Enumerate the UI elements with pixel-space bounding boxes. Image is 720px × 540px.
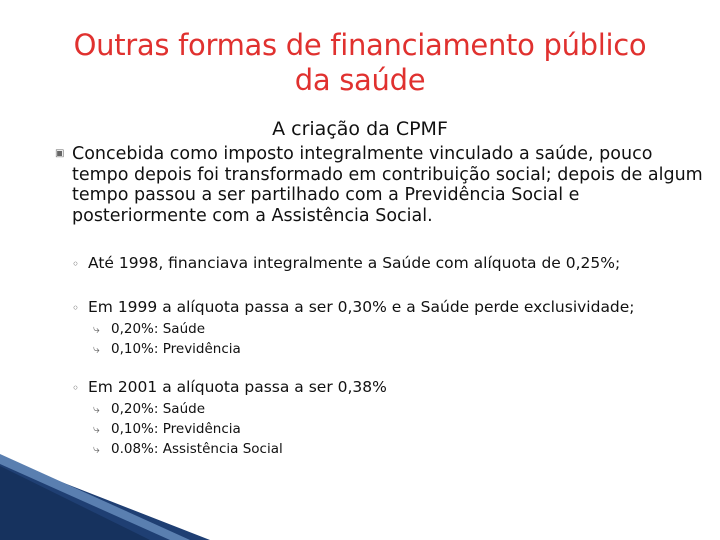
curved-arrow-icon: ⤷ <box>93 442 100 456</box>
sub-bullet <box>72 377 712 398</box>
nested-bullet-text: 0,20%: Saúde <box>111 401 205 417</box>
nested-bullet <box>93 319 205 339</box>
nested-bullet-text: 0.08%: Assistência Social <box>111 441 283 457</box>
swoosh-inner-band <box>0 466 150 540</box>
curved-arrow-icon: ⤷ <box>93 342 100 356</box>
curved-arrow-icon: ⤷ <box>93 422 100 436</box>
slide-title-line-1: Outras formas de financiamento público <box>73 28 647 62</box>
curved-arrow-icon: ⤷ <box>93 322 100 336</box>
ring-bullet-icon: ◦ <box>72 301 80 315</box>
nested-bullet <box>93 419 241 439</box>
slide-subtitle: A criação da CPMF <box>272 118 448 140</box>
nested-bullet-text: 0,10%: Previdência <box>111 421 241 437</box>
sub-bullet-text: Até 1998, financiava integralmente a Saúde com alíquota de 0,25%; <box>88 254 621 272</box>
ring-bullet-icon: ◦ <box>72 381 80 395</box>
square-bullet-icon: ▣ <box>55 148 65 159</box>
sub-bullet <box>72 297 712 318</box>
slide-title-line-2: da saúde <box>294 63 426 97</box>
decorative-swoosh <box>0 440 720 540</box>
sub-bullet-text: Em 1999 a alíquota passa a ser 0,30% e a Saúde perde exclusividade; <box>88 298 635 316</box>
nested-bullet <box>93 399 205 419</box>
sub-bullet-text: Em 2001 a alíquota passa a ser 0,38% <box>88 378 387 396</box>
nested-bullet-text: 0,10%: Previdência <box>111 341 241 357</box>
sub-bullet <box>72 253 712 274</box>
nested-bullet-text: 0,20%: Saúde <box>111 321 205 337</box>
slide-title <box>0 28 720 98</box>
ring-bullet-icon: ◦ <box>72 257 80 271</box>
curved-arrow-icon: ⤷ <box>93 402 100 416</box>
main-bullet-text: Concebida como imposto integralmente vinculado a saúde, pouco tempo depois foi transformado em contribuição social; depois de algum tempo passou a ser partilhado com a Previdência Social e posteriormente com a Assistência Social. <box>72 144 703 226</box>
nested-bullet <box>93 339 241 359</box>
